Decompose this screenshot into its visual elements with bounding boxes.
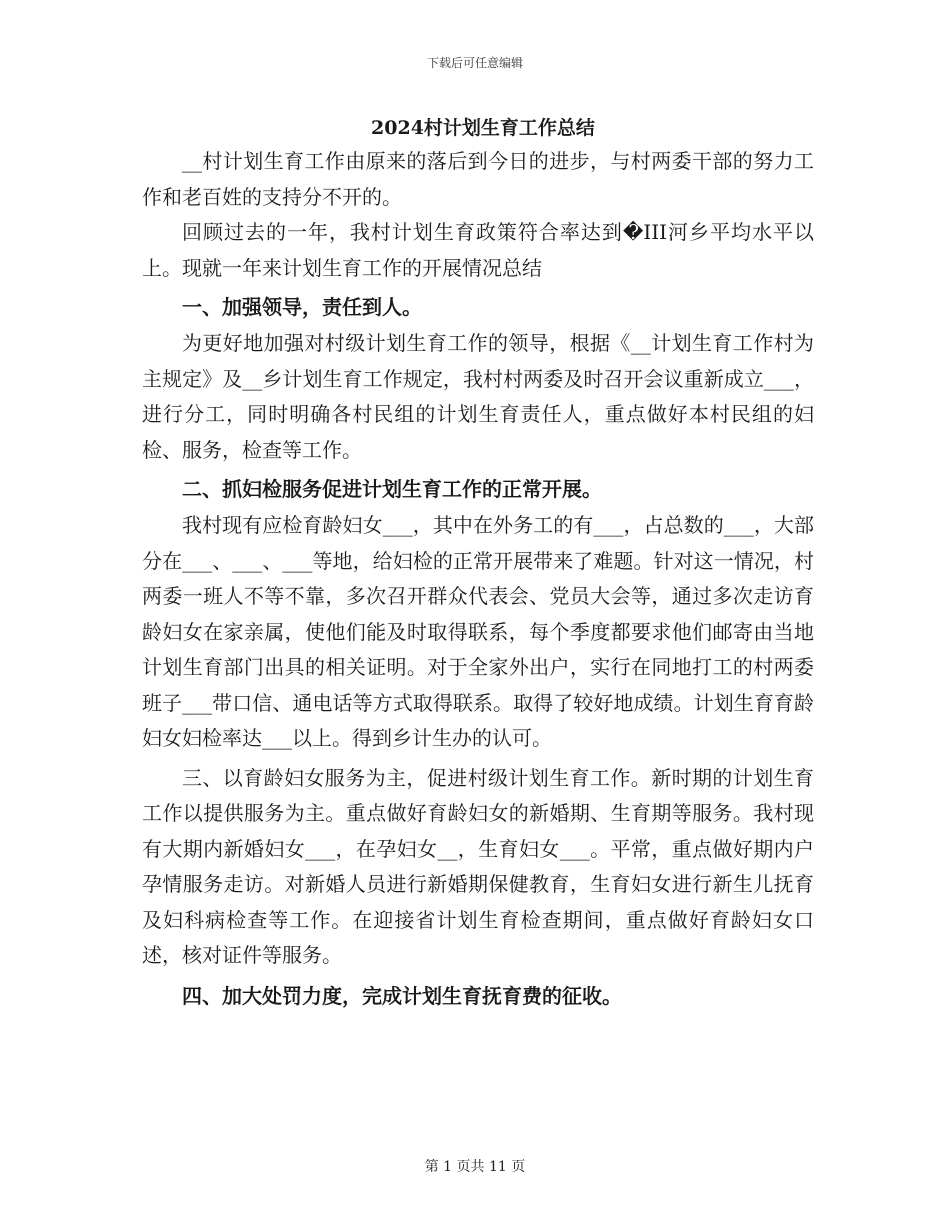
- section-4-heading: 四、加大处罚力度，完成计划生育抚育费的征收。: [182, 983, 622, 1008]
- document-title: 2024村计划生育工作总结: [371, 117, 595, 139]
- section-1-heading: 一、加强领导，责任到人。: [182, 295, 422, 319]
- section-3-body: 三、以育龄妇女服务为主，促进村级计划生育工作。新时期的计划生育工作以提供服务为主。重点做好育龄妇女的新婚期、生育期等服务。我村现有大期内新婚妇女___，在孕妇女__，生育妇女___。平常，重点做好期内户孕情服务走访。对新婚人员进行新婚期保健教育，生育妇女进行新生儿抚育及妇科病检查等工作。在迎接省计划生育检查期间，重点做好育龄妇女口述，核对证件等服务。: [142, 765, 814, 967]
- section-1-body: 为更好地加强对村级计划生育工作的领导，根据《__计划生育工作村为主规定》及__乡计划生育工作规定，我村村两委及时召开会议重新成立___，进行分工，同时明确各村民组的计划生育责任人，重点做好本村民组的妇检、服务，检查等工作。: [142, 331, 814, 462]
- page-number: 第 1 页共 11 页: [424, 1159, 526, 1175]
- section-2-heading: 二、抓妇检服务促进计划生育工作的正常开展。: [182, 477, 602, 501]
- intro-paragraph-2: 回顾过去的一年，我村计划生育政策符合率达到�III河乡平均水平以上。现就一年来计划生育工作的开展情况总结: [142, 220, 814, 280]
- header-note: 下载后可任意编辑: [426, 56, 523, 70]
- intro-paragraph-1: __村计划生育工作由原来的落后到今日的进步，与村两委干部的努力工作和老百姓的支持分不开的。: [142, 149, 814, 209]
- document-body: [142, 112, 814, 1015]
- section-2-body: 我村现有应检育龄妇女___，其中在外务工的有___，占总数的___，大部分在___、___、___等地，给妇检的正常开展带来了难题。针对这一情况，村两委一班人不等不靠，多次召开群众代表会、党员大会等，通过多次走访育龄妇女在家亲属，使他们能及时取得联系，每个季度都要求他们邮寄由当地计划生育部门出具的相关证明。对于全家外出户，实行在同地打工的村两委班子___带口信、通电话等方式取得联系。取得了较好地成绩。计划生育育龄妇女妇检率达___以上。得到乡计生办的认可。: [142, 513, 814, 750]
